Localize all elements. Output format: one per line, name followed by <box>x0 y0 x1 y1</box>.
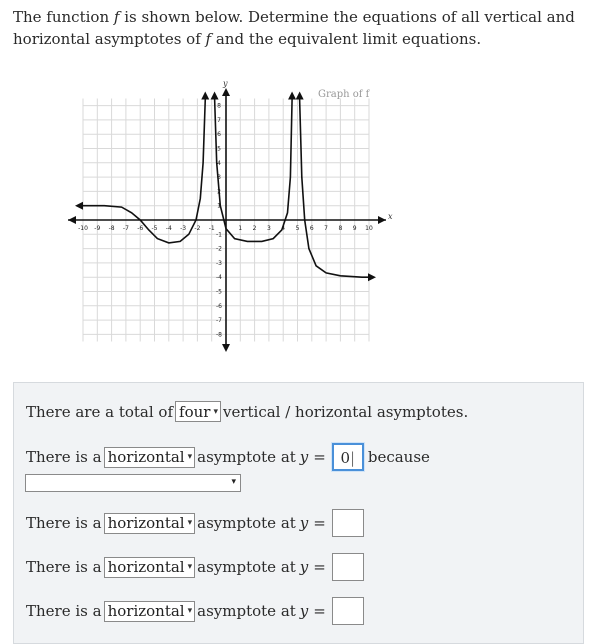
y-tick-label: -8 <box>216 331 222 339</box>
chevron-down-icon: ▾ <box>187 452 193 462</box>
y-tick-label: 6 <box>217 131 221 139</box>
asymptote-row-2 <box>26 509 364 537</box>
x-tick-label: -8 <box>108 225 115 232</box>
text-cursor: | <box>350 449 356 467</box>
x-tick-label: 5 <box>295 225 300 232</box>
x-tick-label: 7 <box>324 225 329 232</box>
chevron-down-icon: ▾ <box>213 406 218 417</box>
asymptote-type-select-4[interactable] <box>104 601 196 622</box>
curve-arrow-icon <box>368 273 376 281</box>
because-label: because <box>367 448 430 466</box>
x-tick-label: 9 <box>352 225 357 232</box>
equals-sign: = <box>313 602 326 620</box>
y-tick-label: 4 <box>217 159 221 167</box>
x-tick-label: -10 <box>78 225 88 232</box>
variable-y: y <box>299 448 309 466</box>
x-tick-label: -1 <box>208 225 215 232</box>
asymptote-value-input-3[interactable] <box>332 553 364 581</box>
x-tick-label: 2 <box>252 225 257 232</box>
asymptote-type-select-2[interactable] <box>104 513 196 534</box>
chevron-down-icon: ▾ <box>231 477 236 487</box>
asymptote-row-1 <box>26 443 430 471</box>
row-prefix: There is a <box>26 602 102 620</box>
curve-arrow-icon <box>211 91 219 99</box>
asymptote-row-3 <box>26 553 364 581</box>
asymptote-value-input-1[interactable] <box>332 443 364 471</box>
y-tick-label: -2 <box>216 245 222 253</box>
function-symbol: f <box>113 8 120 26</box>
because-select[interactable] <box>25 474 241 492</box>
y-tick-label: -6 <box>216 302 222 310</box>
x-tick-label: -5 <box>151 225 158 232</box>
row-mid: asymptote at <box>197 602 296 620</box>
x-tick-label: -6 <box>137 225 144 232</box>
x-axis-arrow-icon <box>378 216 386 224</box>
prompt-text: is shown below. Determine the equations of all vertical and horizontal asymptotes of <box>13 8 575 48</box>
asymptote-type-value: horizontal <box>107 602 185 620</box>
graph-caption: Graph of f <box>318 89 370 100</box>
x-tick-label: -7 <box>122 225 129 232</box>
y-tick-label: -4 <box>216 274 222 282</box>
y-tick-label: 1 <box>217 202 221 210</box>
y-tick-label: -1 <box>216 231 222 239</box>
input-value: 0 <box>340 449 351 467</box>
equals-sign: = <box>313 448 326 466</box>
x-tick-label: 6 <box>309 225 314 232</box>
row-prefix: There is a <box>26 558 102 576</box>
y-tick-label: 5 <box>217 145 221 153</box>
graph-svg <box>64 78 394 358</box>
asymptote-type-select-3[interactable] <box>104 557 196 578</box>
y-tick-label: 8 <box>217 102 221 110</box>
curve-arrow-icon <box>201 91 209 99</box>
asymptote-type-select-1[interactable] <box>104 447 196 468</box>
asymptote-type-value: horizontal <box>107 558 185 576</box>
chevron-down-icon: ▾ <box>187 518 193 528</box>
x-tick-label: -3 <box>180 225 187 232</box>
curve-arrow-icon <box>296 91 304 99</box>
x-axis-arrow-icon <box>68 216 76 224</box>
y-axis-label: y <box>223 79 228 88</box>
total-prefix: There are a total of <box>26 402 174 421</box>
total-suffix: vertical / horizontal asymptotes. <box>222 402 469 421</box>
y-tick-label: -5 <box>216 288 222 296</box>
row-prefix: There is a <box>26 514 102 532</box>
x-tick-label: 10 <box>365 225 373 232</box>
total-select-value: four <box>179 402 211 421</box>
function-symbol: f <box>205 30 212 48</box>
equals-sign: = <box>313 558 326 576</box>
asymptote-row-4 <box>26 597 364 625</box>
curve-arrow-icon <box>75 202 83 210</box>
x-tick-label: 3 <box>266 225 271 232</box>
y-tick-label: -3 <box>216 259 222 267</box>
variable-y: y <box>299 558 309 576</box>
x-tick-label: -9 <box>94 225 101 232</box>
curve-arrow-icon <box>288 91 296 99</box>
prompt-text: The function <box>13 8 114 26</box>
y-axis-arrow-icon <box>222 88 230 96</box>
x-tick-label: 1 <box>238 225 243 232</box>
x-tick-label: 4 <box>281 225 286 232</box>
variable-y: y <box>299 602 309 620</box>
y-tick-label: 2 <box>217 188 221 196</box>
chevron-down-icon: ▾ <box>187 606 193 616</box>
variable-y: y <box>299 514 309 532</box>
y-tick-label: 7 <box>217 116 221 124</box>
asymptote-type-value: horizontal <box>107 514 185 532</box>
y-tick-label: -7 <box>216 317 222 325</box>
x-tick-label: -4 <box>165 225 172 232</box>
equals-sign: = <box>313 514 326 532</box>
chevron-down-icon: ▾ <box>187 562 193 572</box>
row-mid: asymptote at <box>197 514 296 532</box>
function-graph <box>64 78 394 358</box>
y-axis-arrow-icon <box>222 344 230 352</box>
function-curve <box>300 98 369 277</box>
x-axis-label: x <box>388 212 393 221</box>
row-mid: asymptote at <box>197 448 296 466</box>
answer-panel <box>13 382 584 644</box>
problem-statement <box>13 6 588 50</box>
total-row <box>26 401 468 422</box>
row-mid: asymptote at <box>197 558 296 576</box>
x-tick-label: -2 <box>194 225 201 232</box>
y-tick-label: 3 <box>217 174 221 182</box>
x-tick-label: 8 <box>338 225 343 232</box>
asymptote-value-input-4[interactable] <box>332 597 364 625</box>
asymptote-type-value: horizontal <box>107 448 185 466</box>
prompt-text: and the equivalent limit equations. <box>211 30 482 48</box>
row-prefix: There is a <box>26 448 102 466</box>
total-select[interactable] <box>175 401 221 422</box>
asymptote-value-input-2[interactable] <box>332 509 364 537</box>
